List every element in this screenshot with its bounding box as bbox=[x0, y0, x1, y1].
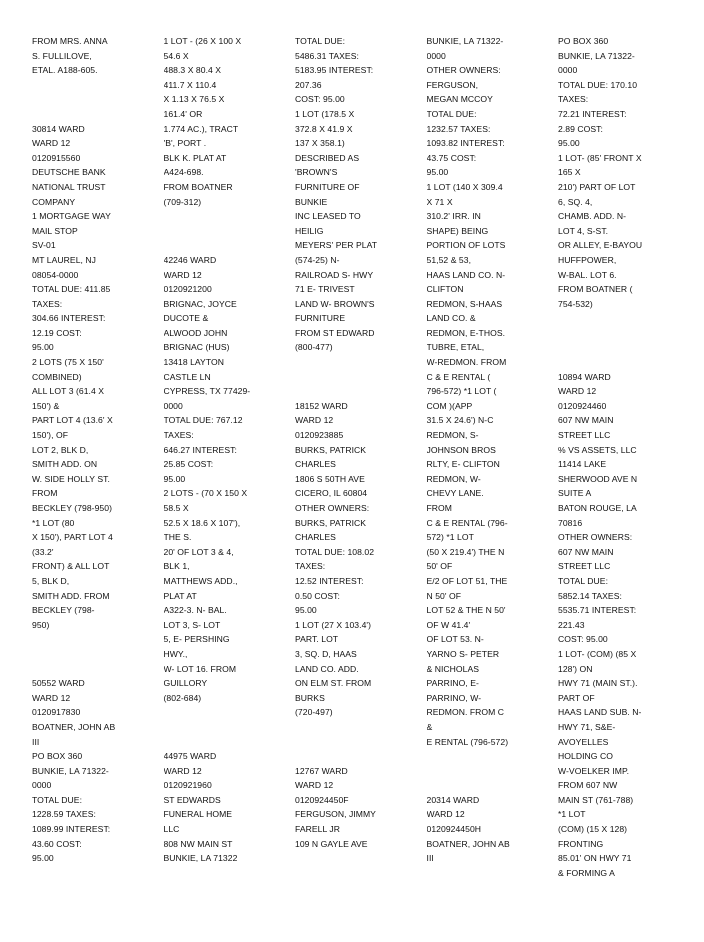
text-line: WARD 12 bbox=[163, 765, 202, 776]
text-line: INC LEASED TO bbox=[295, 211, 361, 222]
text-line: BLK 1, bbox=[163, 561, 190, 572]
text-line: LOT 2, BLK D, bbox=[32, 444, 89, 455]
text-line: W-REDMON. FROM bbox=[426, 357, 507, 368]
text-line: 0120917830 bbox=[32, 707, 81, 718]
col-3 bbox=[295, 34, 425, 914]
text-line: 31.5 X 24.6') N-C bbox=[426, 415, 494, 426]
text-line: CLIFTON bbox=[426, 284, 464, 295]
text-line: TOTAL DUE: 411.85 bbox=[32, 284, 111, 295]
text-line: MAIN ST (761-788) bbox=[558, 794, 634, 805]
text-line: MEGAN MCCOY bbox=[426, 94, 493, 105]
text-line: PARRINO, W- bbox=[426, 692, 482, 703]
text-line: OF W 41.4' bbox=[426, 619, 471, 630]
text-line: 5535.71 INTEREST: bbox=[558, 605, 637, 616]
text-line: 1 LOT (140 X 309.4 bbox=[426, 181, 503, 192]
text-line: BUNKIE, LA 71322- bbox=[558, 50, 635, 61]
text-line: 0000 bbox=[163, 400, 183, 411]
text-line: 2 LOTS (75 X 150' bbox=[32, 357, 104, 368]
text-line: COST: 95.00 bbox=[558, 634, 608, 645]
text-line bbox=[32, 662, 162, 677]
text-line: REDMON, W- bbox=[426, 473, 481, 484]
text-line: PART OF bbox=[558, 692, 595, 703]
col-4 bbox=[427, 34, 557, 914]
text-line: 2 LOTS - (70 X 150 X bbox=[163, 488, 248, 499]
text-line: LAND CO. ADD. bbox=[295, 663, 359, 674]
text-line bbox=[164, 209, 294, 224]
text-line: STREET LLC bbox=[558, 430, 611, 441]
text-line: SHAPE) BEING bbox=[426, 225, 489, 236]
text-line: & NICHOLAS bbox=[426, 663, 480, 674]
text-line: MAIL STOP bbox=[32, 225, 78, 236]
text-line: 5486.31 TAXES: bbox=[295, 50, 359, 61]
text-line: DESCRIBED AS bbox=[295, 152, 360, 163]
text-line: 607 NW MAIN bbox=[558, 415, 614, 426]
text-line: FROM 607 NW bbox=[558, 780, 618, 791]
text-line: DUCOTE & bbox=[163, 313, 209, 324]
text-line: 5, E- PERSHING bbox=[163, 634, 230, 645]
text-line: FROM ST EDWARD bbox=[295, 327, 375, 338]
text-line: BRIGNAC (HUS) bbox=[163, 342, 230, 353]
text-line: 1 LOT - (26 X 100 X bbox=[163, 36, 242, 46]
text-line: TOTAL DUE: bbox=[426, 108, 477, 119]
text-line: 42246 WARD bbox=[163, 254, 217, 265]
text-line: BURKS, PATRICK bbox=[295, 444, 367, 455]
text-line: BUNKIE, LA 71322 bbox=[163, 853, 238, 864]
text-line: W- LOT 16. FROM bbox=[163, 663, 237, 674]
document-page bbox=[32, 34, 704, 914]
text-line: % VS ASSETS, LLC bbox=[558, 444, 637, 455]
text-line: JOHNSON BROS bbox=[426, 444, 496, 455]
text-line: 310.2' IRR. IN bbox=[426, 211, 481, 222]
text-line: GUILLORY bbox=[163, 678, 208, 689]
text-line: BUNKIE, LA 71322- bbox=[32, 765, 109, 776]
text-line: LOT 3, S- LOT bbox=[163, 619, 221, 630]
text-line: ON ELM ST. FROM bbox=[295, 678, 372, 689]
text-line: 3, SQ. D, HAAS bbox=[295, 648, 357, 659]
text-line: HEILIG bbox=[295, 225, 324, 236]
text-line: 95.00 bbox=[558, 138, 580, 149]
text-line: OR ALLEY, E-BAYOU bbox=[558, 240, 643, 251]
text-line: LAND CO. & bbox=[426, 313, 476, 324]
text-line: CASTLE LN bbox=[163, 371, 211, 382]
text-line: COST: 95.00 bbox=[295, 94, 345, 105]
text-line: 1 LOT- (COM) (85 X bbox=[558, 648, 637, 659]
text-line: 13418 LAYTON bbox=[163, 357, 224, 368]
text-line: 18152 WARD bbox=[295, 400, 348, 411]
text-line: WARD 12 bbox=[558, 386, 597, 397]
text-line: BUNKIE, LA 71322- bbox=[426, 36, 504, 46]
text-line: 50552 WARD bbox=[32, 678, 85, 689]
text-line: TOTAL DUE: 170.10 bbox=[558, 79, 638, 90]
text-line: HWY 71, S&E- bbox=[558, 721, 616, 732]
text-line: (33.2' bbox=[32, 546, 54, 557]
text-line: N 50' OF bbox=[426, 590, 462, 601]
text-line: 1806 S 50TH AVE bbox=[295, 473, 365, 484]
text-line: 6, SQ. 4, bbox=[558, 196, 593, 207]
text-line: 372.8 X 41.9 X bbox=[295, 123, 353, 134]
text-line: REDMON, S- bbox=[426, 430, 479, 441]
text-line: 0000 bbox=[426, 50, 446, 61]
text-line: 646.27 INTEREST: bbox=[163, 444, 237, 455]
text-line: PO BOX 360 bbox=[32, 751, 83, 762]
text-line: 0120924460 bbox=[558, 400, 607, 411]
text-line: MT LAUREL, NJ bbox=[32, 254, 97, 265]
text-line: FERGUSON, JIMMY bbox=[295, 809, 376, 820]
text-line: AVOYELLES bbox=[558, 736, 609, 747]
text-line: BUNKIE bbox=[295, 196, 328, 207]
text-line: 165 X bbox=[558, 167, 581, 178]
text-line: REDMON, E-THOS. bbox=[426, 327, 506, 338]
text-line: 52.5 X 18.6 X 107'), bbox=[163, 517, 241, 528]
text-line: 5852.14 TAXES: bbox=[558, 590, 622, 601]
text-line: (574-25) N- bbox=[295, 254, 340, 265]
text-line: FROM BOATNER ( bbox=[558, 284, 633, 295]
text-line: 58.5 X bbox=[163, 503, 189, 513]
text-line: RLTY, E- CLIFTON bbox=[426, 459, 500, 470]
text-line: 50' OF bbox=[426, 561, 453, 572]
text-line: 808 NW MAIN ST bbox=[163, 838, 233, 849]
text-line: 150'), OF bbox=[32, 430, 68, 441]
text-line: HOLDING CO bbox=[558, 751, 613, 762]
text-line: WARD 12 bbox=[426, 809, 465, 820]
text-line: FROM bbox=[426, 503, 452, 513]
text-line: 0120921960 bbox=[163, 780, 212, 791]
text-line: 1093.82 INTEREST: bbox=[426, 138, 505, 149]
text-line: STREET LLC bbox=[558, 561, 611, 572]
text-line: 95.00 bbox=[32, 342, 54, 353]
text-line: A322-3. N- BAL. bbox=[163, 605, 227, 616]
text-line: 95.00 bbox=[163, 473, 186, 484]
text-line: OTHER OWNERS: bbox=[295, 503, 370, 513]
text-line: SHERWOOD AVE N bbox=[558, 473, 638, 484]
text-line bbox=[558, 326, 688, 341]
text-line: 210') PART OF LOT bbox=[558, 181, 636, 192]
text-line: (COM) (15 X 128) bbox=[558, 824, 628, 835]
text-line bbox=[427, 764, 557, 779]
text-line bbox=[164, 224, 294, 239]
text-line bbox=[427, 749, 557, 764]
text-line: 950) bbox=[32, 619, 50, 630]
text-line: X 150'), PART LOT 4 bbox=[32, 532, 113, 543]
text-line: 70816 bbox=[558, 517, 583, 528]
text-line: BATON ROUGE, LA bbox=[558, 503, 637, 513]
text-line: (709-312) bbox=[163, 196, 202, 207]
text-line: 109 N GAYLE AVE bbox=[295, 838, 368, 849]
text-line: PORTION OF LOTS bbox=[426, 240, 506, 251]
text-line: FROM MRS. ANNA bbox=[32, 36, 108, 46]
text-line bbox=[558, 340, 688, 355]
text-line: & bbox=[426, 721, 433, 732]
text-line: ALWOOD JOHN bbox=[163, 327, 228, 338]
text-line: BLK K. PLAT AT bbox=[163, 152, 227, 163]
text-line: 12.19 COST: bbox=[32, 327, 82, 338]
text-line: 1.774 AC.), TRACT bbox=[163, 123, 239, 134]
text-line: REDMON, S-HAAS bbox=[426, 298, 503, 309]
text-line: III bbox=[32, 736, 40, 747]
text-line: LAND W- BROWN'S bbox=[295, 298, 375, 309]
text-line: W. SIDE HOLLY ST. bbox=[32, 473, 110, 484]
text-line: COMBINED) bbox=[32, 371, 82, 382]
text-line: HWY 71 (MAIN ST.). bbox=[558, 678, 638, 689]
text-line: (800-477) bbox=[295, 342, 333, 353]
text-line: NATIONAL TRUST bbox=[32, 181, 106, 192]
text-line: WARD 12 bbox=[32, 138, 71, 149]
text-line: FROM BOATNER bbox=[163, 181, 233, 192]
text-line: 10894 WARD bbox=[558, 371, 611, 382]
text-line: 51,52 & 53, bbox=[426, 254, 472, 265]
text-line: BURKS, PATRICK bbox=[295, 517, 367, 528]
text-line: 30814 WARD bbox=[32, 123, 85, 134]
text-line: 43.60 COST: bbox=[32, 838, 82, 849]
text-line: 12767 WARD bbox=[295, 765, 348, 776]
text-line: YARNO S- PETER bbox=[426, 648, 500, 659]
text-line: 1232.57 TAXES: bbox=[426, 123, 491, 134]
text-line: WARD 12 bbox=[163, 269, 202, 280]
text-line: C & E RENTAL (796- bbox=[426, 517, 508, 528]
text-line: COMPANY bbox=[32, 196, 76, 207]
text-line: PO BOX 360 bbox=[558, 36, 609, 46]
text-line: 207.36 bbox=[295, 79, 322, 90]
text-line: TOTAL DUE: bbox=[558, 575, 609, 586]
text-line: CHARLES bbox=[295, 459, 336, 470]
text-line: TAXES: bbox=[163, 430, 194, 441]
text-line: FURNITURE OF bbox=[295, 181, 360, 192]
text-line: SUITE A bbox=[558, 488, 592, 499]
text-line bbox=[558, 311, 688, 326]
text-line: TAXES: bbox=[558, 94, 589, 105]
text-line: TOTAL DUE: 108.02 bbox=[295, 546, 375, 557]
text-line: 2.89 COST: bbox=[558, 123, 603, 134]
text-line bbox=[295, 370, 425, 385]
text-line: FRONT) & ALL LOT bbox=[32, 561, 110, 572]
text-line: 488.3 X 80.4 X bbox=[163, 65, 222, 76]
text-line: & FORMING A bbox=[558, 867, 615, 878]
text-line: CHAMB. ADD. N- bbox=[558, 211, 627, 222]
text-line: BURKS bbox=[295, 692, 325, 703]
text-line: 5, BLK D, bbox=[32, 575, 70, 586]
text-line: W-VOELKER IMP. bbox=[558, 765, 630, 776]
text-line: PART LOT 4 (13.6' X bbox=[32, 415, 113, 426]
text-line: 0120915560 bbox=[32, 152, 81, 163]
text-line: TUBRE, ETAL, bbox=[426, 342, 485, 353]
text-line: 85.01' ON HWY 71 bbox=[558, 853, 632, 864]
text-line: SMITH ADD. ON bbox=[32, 459, 98, 470]
text-line: MATTHEWS ADD., bbox=[163, 575, 238, 586]
text-line: (802-684) bbox=[163, 692, 202, 703]
text-line: 137 X 358.1) bbox=[295, 138, 345, 149]
text-line: 0000 bbox=[32, 780, 52, 791]
text-line: ST EDWARDS bbox=[163, 794, 221, 805]
text-line: SV-01 bbox=[32, 240, 56, 251]
text-line: E/2 OF LOT 51, THE bbox=[426, 575, 508, 586]
text-line: 0.50 COST: bbox=[295, 590, 340, 601]
text-line: 796-572) *1 LOT ( bbox=[426, 386, 497, 397]
text-line: 'B', PORT . bbox=[163, 138, 207, 149]
text-line: 72.21 INTEREST: bbox=[558, 108, 627, 119]
text-line: THE S. bbox=[163, 532, 192, 543]
text-line: FUNERAL HOME bbox=[163, 809, 233, 820]
text-line bbox=[295, 384, 425, 399]
text-line bbox=[295, 735, 425, 750]
text-line: PLAT AT bbox=[163, 590, 197, 601]
text-line bbox=[558, 355, 688, 370]
text-line: ETAL. A188-605. bbox=[32, 65, 98, 76]
text-line bbox=[295, 749, 425, 764]
col-5 bbox=[558, 34, 688, 914]
text-line: 1 LOT (178.5 X bbox=[295, 108, 355, 119]
text-line: FRONTING bbox=[558, 838, 604, 849]
text-line: ALL LOT 3 (61.4 X bbox=[32, 386, 105, 397]
text-line: 304.66 INTEREST: bbox=[32, 313, 106, 324]
text-line: S. FULLILOVE, bbox=[32, 50, 92, 61]
text-line: 95.00 bbox=[426, 167, 449, 178]
text-line: BOATNER, JOHN AB bbox=[32, 721, 116, 732]
text-line: TOTAL DUE: bbox=[295, 36, 346, 46]
text-line bbox=[295, 720, 425, 735]
text-line: TAXES: bbox=[32, 298, 63, 309]
text-line: 95.00 bbox=[32, 853, 54, 864]
text-line: PARRINO, E- bbox=[426, 678, 479, 689]
text-line: BECKLEY (798-950) bbox=[32, 503, 112, 513]
text-line: BOATNER, JOHN AB bbox=[426, 838, 510, 849]
text-line: 54.6 X bbox=[163, 50, 189, 61]
text-line: WARD 12 bbox=[295, 415, 334, 426]
text-line: 607 NW MAIN bbox=[558, 546, 614, 557]
text-line: CHEVY LANE. bbox=[426, 488, 484, 499]
text-line: 08054-0000 bbox=[32, 269, 79, 280]
text-line bbox=[164, 238, 294, 253]
text-line: TOTAL DUE: bbox=[32, 794, 83, 805]
col-2 bbox=[164, 34, 294, 914]
text-line: LOT 4, S-ST. bbox=[558, 225, 609, 236]
text-line: CYPRESS, TX 77429- bbox=[163, 386, 251, 397]
text-line: E RENTAL (796-572) bbox=[426, 736, 509, 747]
text-line: 221.43 bbox=[558, 619, 585, 630]
text-line: BECKLEY (798- bbox=[32, 605, 95, 616]
text-line: (720-497) bbox=[295, 707, 333, 718]
text-line: 1 LOT- (85' FRONT X bbox=[558, 152, 642, 163]
text-line: 0120924450H bbox=[426, 824, 482, 835]
text-line bbox=[427, 778, 557, 793]
text-line: MEYERS' PER PLAT bbox=[295, 240, 378, 251]
text-line: X 71 X bbox=[426, 196, 453, 207]
text-line: X 1.13 X 76.5 X bbox=[163, 94, 225, 105]
text-line: WARD 12 bbox=[32, 692, 71, 703]
text-line: 71 E- TRIVEST bbox=[295, 284, 355, 295]
text-line: 'BROWN'S bbox=[295, 167, 338, 178]
text-line: 0000 bbox=[558, 65, 578, 76]
text-line: 12.52 INTEREST: bbox=[295, 575, 364, 586]
text-line: TOTAL DUE: 767.12 bbox=[163, 415, 243, 426]
text-line: SMITH ADD. FROM bbox=[32, 590, 110, 601]
text-line: REDMON. FROM C bbox=[426, 707, 505, 718]
text-line: 754-532) bbox=[558, 298, 593, 309]
text-line: FURNITURE bbox=[295, 313, 346, 324]
text-line bbox=[32, 92, 162, 107]
text-line: A424-698. bbox=[163, 167, 204, 178]
text-line: 150') & bbox=[32, 400, 60, 411]
text-line bbox=[32, 647, 162, 662]
text-line: WARD 12 bbox=[295, 780, 334, 791]
text-line: FROM bbox=[32, 488, 58, 499]
text-line: 44975 WARD bbox=[163, 751, 217, 762]
text-line: HAAS LAND SUB. N- bbox=[558, 707, 642, 718]
text-line: 0120921200 bbox=[163, 284, 212, 295]
text-line bbox=[32, 107, 162, 122]
text-line: 20314 WARD bbox=[426, 794, 480, 805]
text-line: 1089.99 INTEREST: bbox=[32, 824, 111, 835]
col-1 bbox=[32, 34, 162, 914]
text-line: 1228.59 TAXES: bbox=[32, 809, 96, 820]
text-line bbox=[32, 78, 162, 93]
text-line: W-BAL. LOT 6. bbox=[558, 269, 617, 280]
text-line: 25.85 COST: bbox=[163, 459, 214, 470]
text-line: FERGUSON, bbox=[426, 79, 479, 90]
text-line: III bbox=[426, 853, 434, 864]
text-line bbox=[164, 735, 294, 750]
text-line: 5183.95 INTEREST: bbox=[295, 65, 374, 76]
text-line: RAILROAD S- HWY bbox=[295, 269, 374, 280]
text-line: HWY., bbox=[163, 648, 188, 659]
text-line: DEUTSCHE BANK bbox=[32, 167, 106, 178]
text-line bbox=[164, 720, 294, 735]
text-line: 572) *1 LOT bbox=[426, 532, 474, 543]
text-line: 20' OF LOT 3 & 4, bbox=[163, 546, 234, 557]
text-line: 0120923885 bbox=[295, 430, 344, 441]
text-line: CICERO, IL 60804 bbox=[295, 488, 368, 499]
text-line: 411.7 X 110.4 bbox=[163, 79, 217, 90]
text-line: 128') ON bbox=[558, 663, 593, 674]
text-line: OTHER OWNERS: bbox=[426, 65, 501, 76]
text-line: 1 MORTGAGE WAY bbox=[32, 211, 111, 222]
text-line: CHARLES bbox=[295, 532, 336, 543]
text-line: FARELL JR bbox=[295, 824, 341, 835]
text-line: 43.75 COST: bbox=[426, 152, 477, 163]
text-line: OTHER OWNERS: bbox=[558, 532, 633, 543]
text-line: 11414 LAKE bbox=[558, 459, 607, 470]
text-line: *1 LOT bbox=[558, 809, 586, 820]
text-line: C & E RENTAL ( bbox=[426, 371, 491, 382]
text-line: OF LOT 53. N- bbox=[426, 634, 484, 645]
text-line: COM )(APP bbox=[426, 400, 473, 411]
text-line: 1 LOT (27 X 103.4') bbox=[295, 619, 371, 630]
text-line: PART. LOT bbox=[295, 634, 339, 645]
text-line: 161.4' OR bbox=[163, 108, 203, 119]
text-line bbox=[295, 355, 425, 370]
text-line: HAAS LAND CO. N- bbox=[426, 269, 506, 280]
text-line: 0120924450F bbox=[295, 794, 349, 805]
text-line: LOT 52 & THE N 50' bbox=[426, 605, 506, 616]
text-line: *1 LOT (80 bbox=[32, 517, 75, 528]
text-line: TAXES: bbox=[295, 561, 326, 572]
text-line: BRIGNAC, JOYCE bbox=[163, 298, 237, 309]
text-line: HUFFPOWER, bbox=[558, 254, 617, 265]
text-line bbox=[164, 705, 294, 720]
text-line: (50 X 219.4') THE N bbox=[426, 546, 505, 557]
text-line: 95.00 bbox=[295, 605, 317, 616]
text-line bbox=[32, 632, 162, 647]
text-line: LLC bbox=[163, 824, 180, 835]
